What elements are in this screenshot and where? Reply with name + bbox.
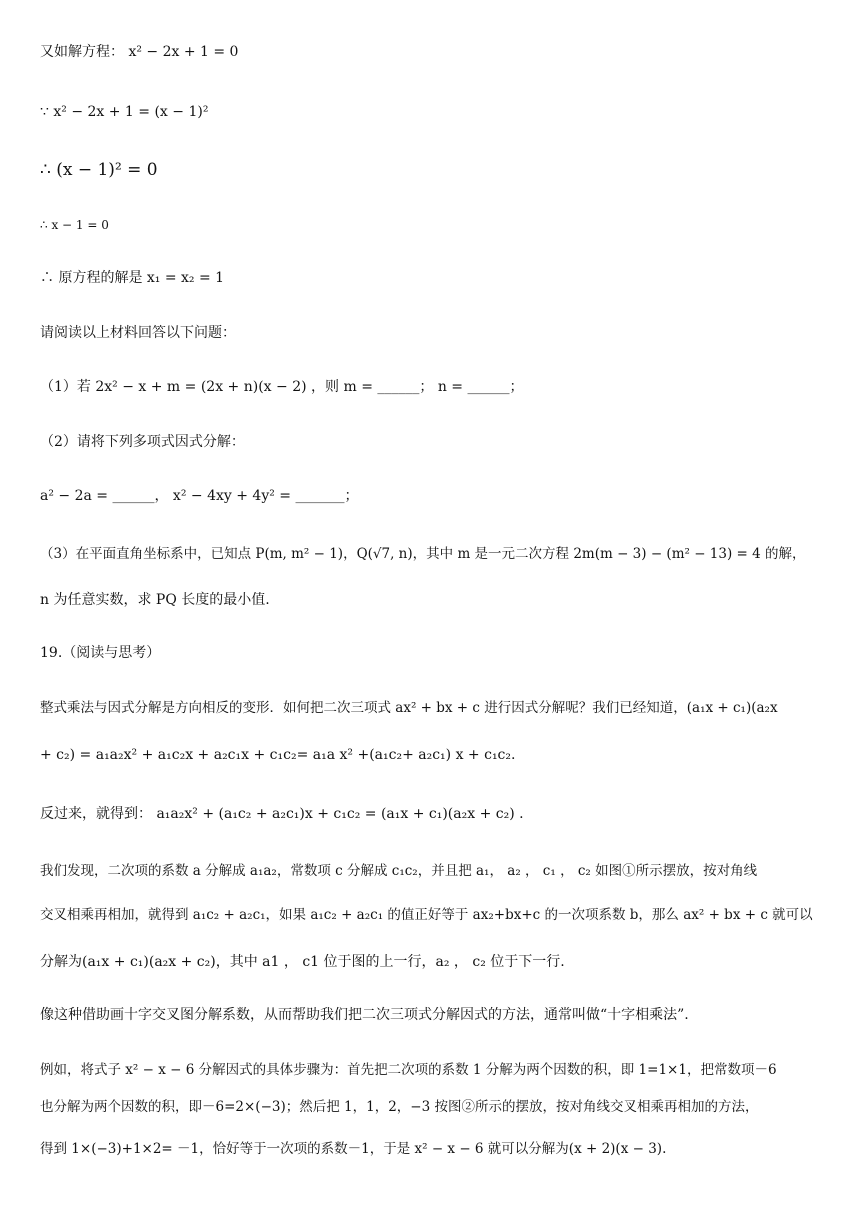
text-line: 整式乘法与因式分解是方向相反的变形．如何把二次三项式 ax² + bx + c 进行因式分解呢？我们已经知道，(a₁x + c₁)(a₂x (40, 700, 778, 716)
text-line: 我们发现，二次项的系数 a 分解成 a₁a₂，常数项 c 分解成 c₁c₂，并且把 a₁， a₂ ， c₁ ， c₂ 如图①所示摆放，按对角线 (40, 863, 758, 879)
question-2-items: a² − 2a = ______， x² − 4xy + 4y² = _______； (40, 488, 359, 504)
question-2: （2）请将下列多项式因式分解： (40, 434, 245, 450)
text-line: 又如解方程： x² − 2x + 1 = 0 (40, 44, 239, 60)
text-line: 例如，将式子 x² − x − 6 分解因式的具体步骤为：首先把二次项的系数 1 分解为两个因数的积，即 1=1×1，把常数项－6 (40, 1062, 777, 1078)
text-line: 反过来，就得到： a₁a₂x² + (a₁c₂ + a₂c₁)x + c₁c₂ = (a₁x + c₁)(a₂x + c₂) . (40, 806, 524, 822)
text-line: 交叉相乘再相加，就得到 a₁c₂ + a₂c₁，如果 a₁c₂ + a₂c₁ 的值正好等于 ax₂+bx+c 的一次项系数 b，那么 ax² + bx + c 就可以 (40, 907, 813, 923)
text-line: 像这种借助画十字交叉图分解系数，从而帮助我们把二次三项式分解因式的方法，通常叫做“十字相乘法”. (40, 1007, 689, 1023)
question-3-cont: n 为任意实数，求 PQ 长度的最小值. (40, 592, 270, 608)
text-line: ∴ (x − 1)² = 0 (40, 160, 158, 180)
text-line: 请阅读以上材料回答以下问题： (40, 325, 236, 341)
text-line: ∵ x² − 2x + 1 = (x − 1)² (40, 104, 209, 120)
question-3: （3）在平面直角坐标系中，已知点 P(m, m² − 1)，Q(√7, n)，其中 m 是一元二次方程 2m(m − 3) − (m² − 13) = 4 的解， (40, 546, 806, 562)
text-line: 得到 1×(−3)+1×2= －1，恰好等于一次项的系数－1，于是 x² − x − 6 就可以分解为(x + 2)(x − 3). (40, 1141, 667, 1157)
text-line: ∴ x − 1 = 0 (40, 218, 109, 232)
text-line: ∴ 原方程的解是 x₁ = x₂ = 1 (40, 270, 225, 286)
text-line: 也分解为两个因数的积，即－6=2×(−3)；然后把 1，1，2，−3 按图②所示的摆放，按对角线交叉相乘再相加的方法， (40, 1099, 759, 1115)
text-line: 分解为(a₁x + c₁)(a₂x + c₂)，其中 a1 ， c1 位于图的上一行，a₂ ， c₂ 位于下一行. (40, 954, 565, 970)
problem-19-heading: 19.（阅读与思考） (40, 645, 161, 661)
question-1: （1）若 2x² − x + m = (2x + n)(x − 2) ，则 m = ______； n = ______； (40, 379, 524, 395)
text-line: + c₂) = a₁a₂x² + a₁c₂x + a₂c₁x + c₁c₂= a₁a x² +(a₁c₂+ a₂c₁) x + c₁c₂. (40, 747, 516, 763)
